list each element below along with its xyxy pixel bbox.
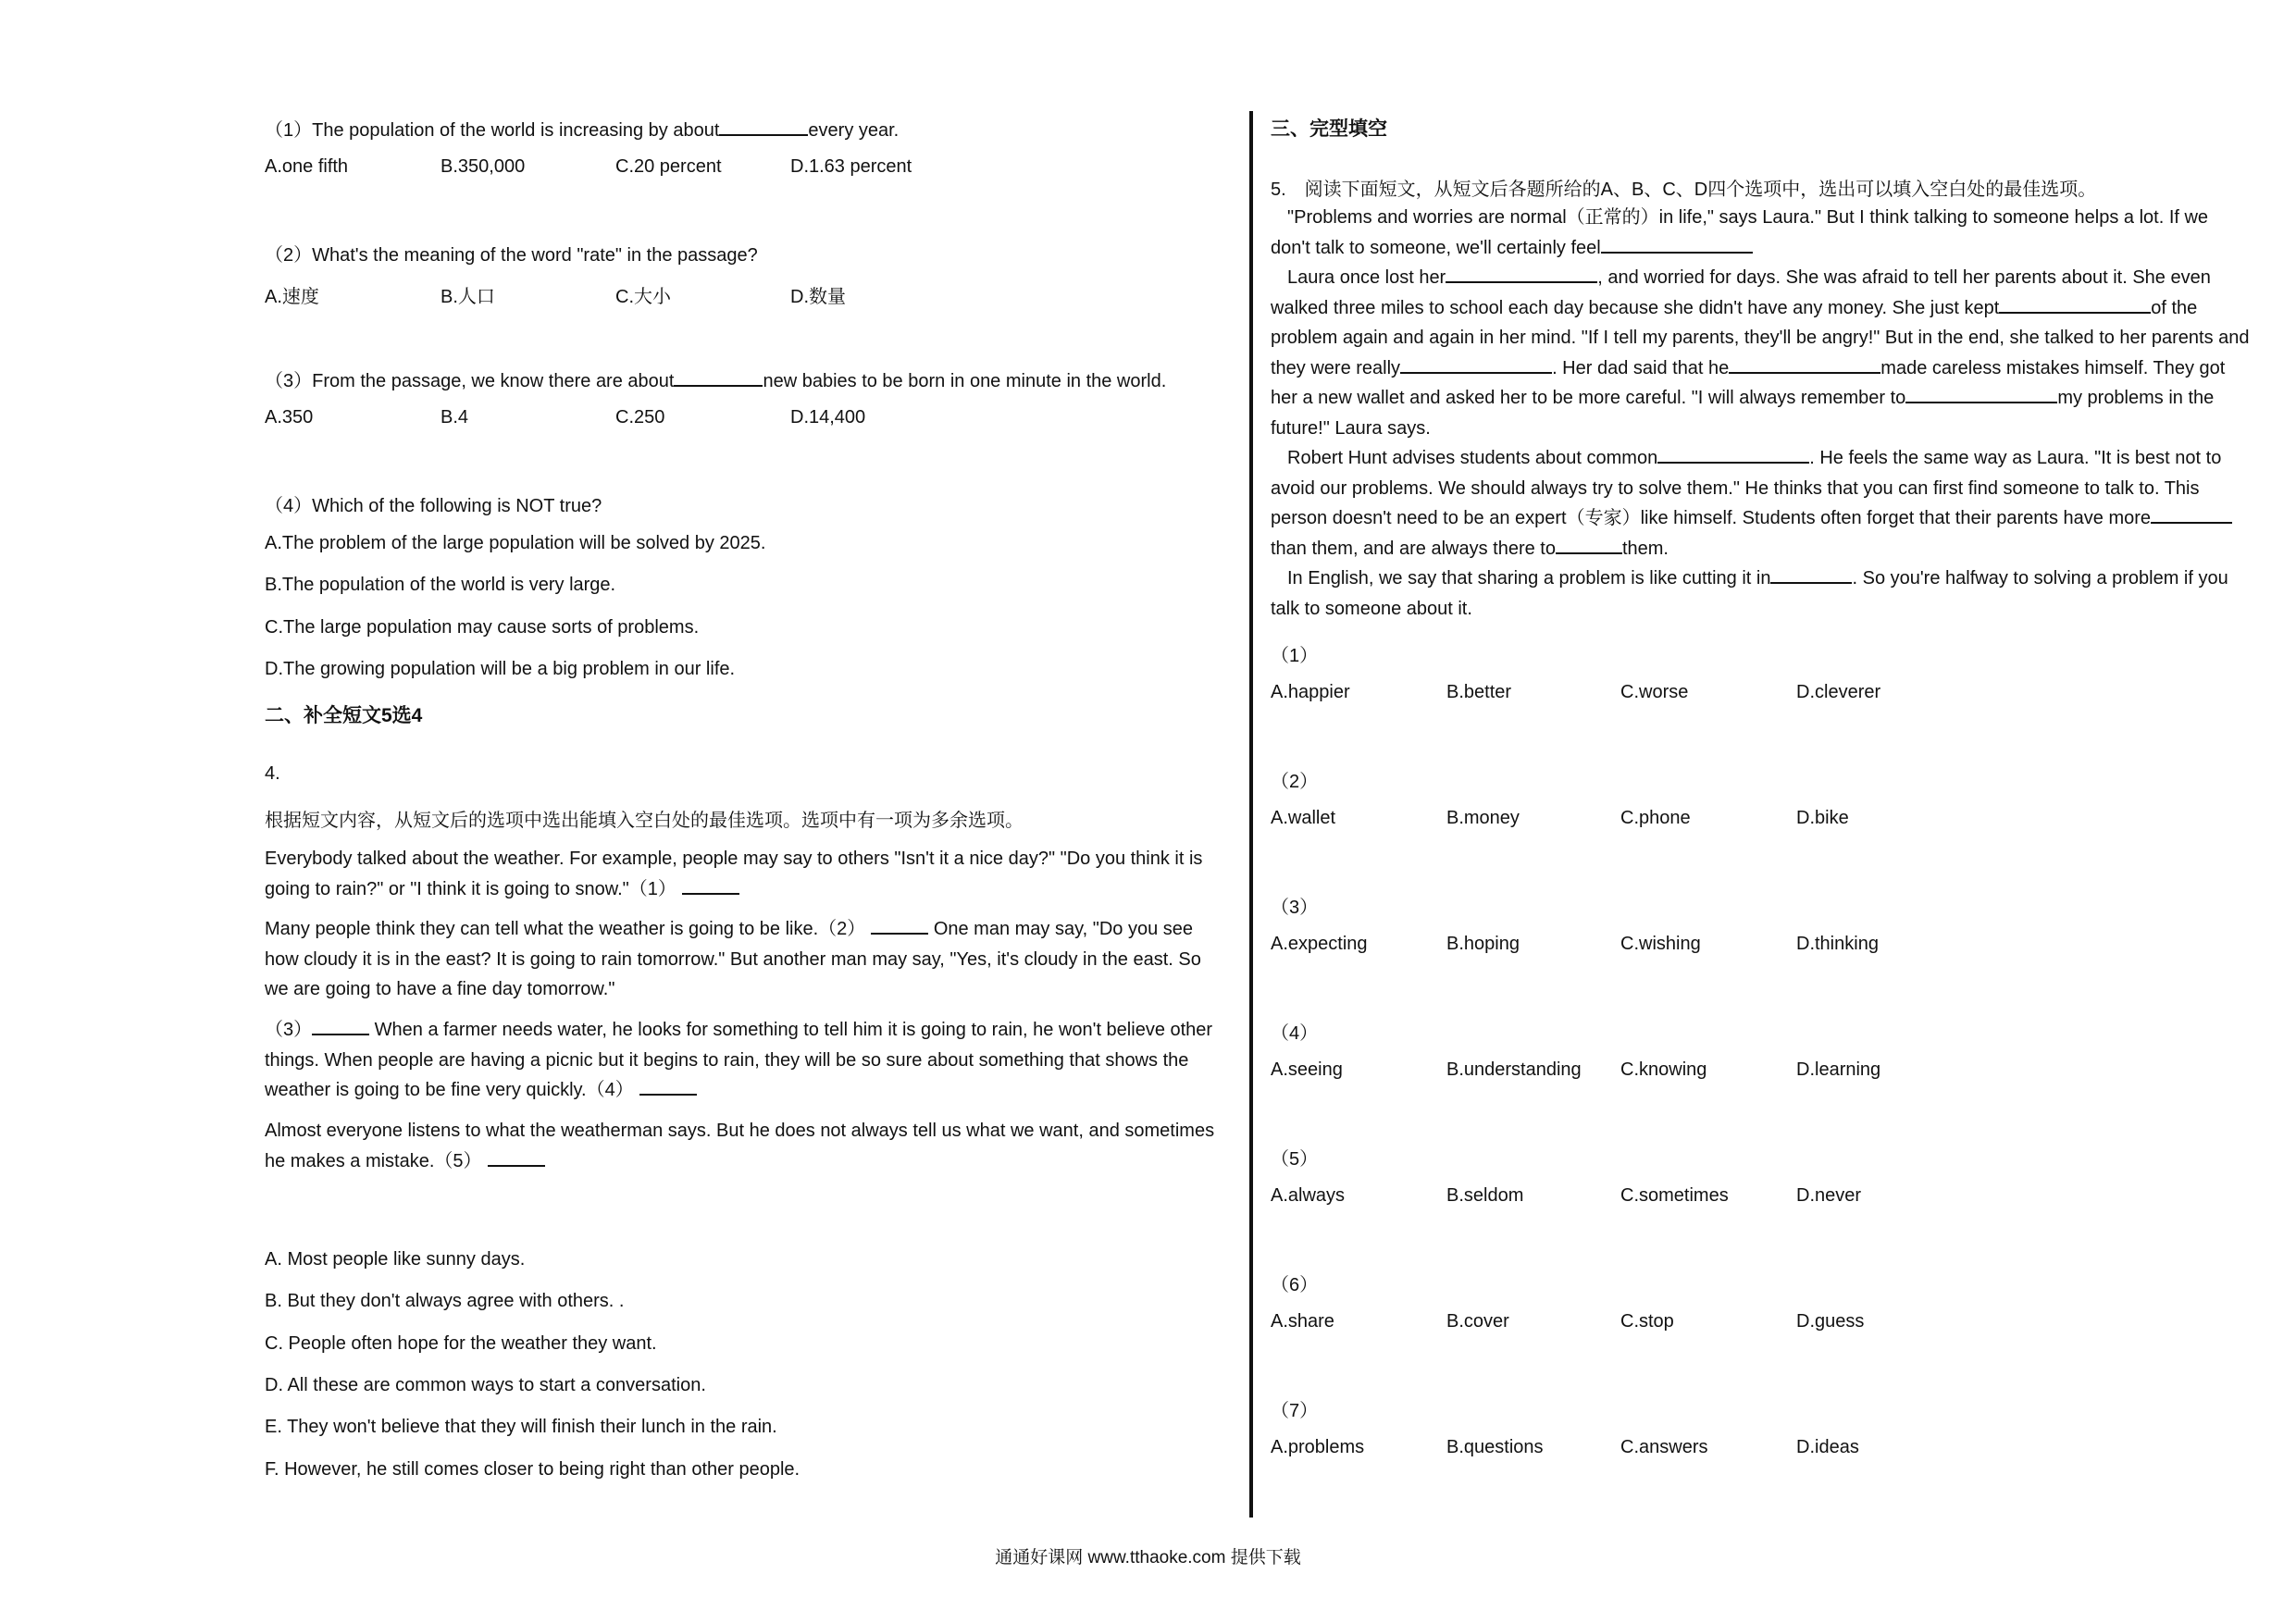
question-1-stem-pre: （1）The population of the world is increasing by about (265, 120, 720, 141)
passage-paragraph-3 (265, 1015, 1227, 1106)
cloze-question-number: （7） (1271, 1401, 1319, 1421)
cloze-text-8: Robert Hunt advises students about common (1287, 448, 1658, 468)
cloze-text-1: "Problems and worries are normal（正常的）in life," says Laura." But I think talking to someone helps a lot. If we don't talk to someone, we'll certainly feel (1271, 207, 2209, 258)
cloze-text-2: Laura once lost her (1287, 267, 1446, 288)
cloze-paragraph-4 (1271, 564, 2252, 624)
cloze-blank-10 (1770, 565, 1852, 584)
blank-5 (488, 1148, 545, 1167)
cloze-blank-2 (1446, 265, 1597, 283)
question-3-stem-pre: （3）From the passage, we know there are about (265, 371, 675, 391)
blank-4 (639, 1077, 697, 1096)
cloze-blank-7 (1657, 445, 1809, 464)
cloze-blank-4 (1400, 355, 1552, 374)
cloze-text-12: In English, we say that sharing a problem is like cutting it in (1287, 568, 1771, 588)
cloze-option: C.answers (1620, 1437, 1708, 1457)
choice-a: A. Most people like sunny days. (265, 1249, 526, 1270)
question-4-option-d: D.The growing population will be a big problem in our life. (265, 659, 736, 679)
cloze-text-7: my problems in the future!" Laura says. (1271, 388, 2215, 439)
cloze-option: B.questions (1446, 1437, 1544, 1457)
question-3-option-d: D.14,400 (790, 407, 866, 427)
cloze-paragraph-2 (1271, 263, 2252, 443)
blank-2 (871, 916, 928, 935)
passage-paragraph-1-text: Everybody talked about the weather. For example, people may say to others "Isn't it a nice day?" "Do you think it is going to rain?" or "I think it is going to snow."（1） (265, 849, 1203, 899)
section-3-heading: 三、完型填空 (1271, 118, 1387, 140)
section-2-instruction: 根据短文内容，从短文后的选项中选出能填入空白处的最佳选项。选项中有一项为多余选项。 (265, 811, 1024, 831)
cloze-question-number: （1） (1271, 646, 1319, 666)
question-2-option-a: A.速度 (265, 287, 319, 307)
question-1-option-c: C.20 percent (615, 156, 722, 177)
cloze-option: D.never (1796, 1185, 1862, 1206)
cloze-option: A.happier (1271, 682, 1350, 702)
passage-paragraph-4 (265, 1116, 1227, 1176)
question-4-option-c: C.The large population may cause sorts of problems. (265, 617, 700, 638)
cloze-text-6: made careless mistakes himself. They got her a new wallet and asked her to be more careful. "I will always remember to (1271, 357, 2226, 408)
question-1-option-a: A.one fifth (265, 156, 349, 177)
cloze-option: C.worse (1620, 682, 1689, 702)
choice-c: C. People often hope for the weather they want. (265, 1333, 657, 1354)
cloze-option: C.stop (1620, 1311, 1674, 1332)
question-4-option-a: A.The problem of the large population will be solved by 2025. (265, 533, 766, 553)
passage-paragraph-1 (265, 844, 1227, 904)
blank-1 (682, 876, 739, 895)
cloze-text-13: . So you're halfway to solving a problem if you talk to someone about it. (1271, 568, 2228, 619)
cloze-option: D.bike (1796, 808, 1849, 828)
cloze-option: D.learning (1796, 1059, 1881, 1080)
question-1-option-d: D.1.63 percent (790, 156, 912, 177)
cloze-option: B.better (1446, 682, 1512, 702)
cloze-paragraph-3 (1271, 443, 2252, 564)
cloze-option: B.cover (1446, 1311, 1509, 1332)
section-3-instruction: 5. 阅读下面短文，从短文后各题所给的A、B、C、D四个选项中，选出可以填入空白处的最佳选项。 (1271, 180, 2097, 200)
cloze-paragraph-1 (1271, 203, 2252, 263)
cloze-option: C.wishing (1620, 934, 1701, 954)
question-4-option-b: B.The population of the world is very large. (265, 575, 616, 595)
question-2-option-d: D.数量 (790, 287, 846, 307)
cloze-text-3: , and worried for days. She was afraid to tell her parents about it. She even walked three miles to school each day because she didn't have any money. She just kept (1271, 267, 2211, 318)
cloze-option: B.seldom (1446, 1185, 1524, 1206)
cloze-option: B.understanding (1446, 1059, 1582, 1080)
cloze-question-number: （5） (1271, 1149, 1319, 1170)
cloze-blank-1 (1601, 235, 1753, 254)
column-divider (1249, 111, 1253, 1518)
question-2-option-b: B.人口 (441, 287, 495, 307)
cloze-blank-6 (1905, 385, 2057, 403)
cloze-option: A.problems (1271, 1437, 1365, 1457)
choice-e: E. They won't believe that they will finish their lunch in the rain. (265, 1417, 777, 1437)
passage-paragraph-3-post: When a farmer needs water, he looks for something to tell him it is going to rain, he won't believe other things. When people are having a picnic but it begins to rain, they will be so sure about something that shows the weather is going to be fine very quickly.（4） (265, 1020, 1213, 1100)
cloze-option: D.thinking (1796, 934, 1879, 954)
question-1-stem-post: every year. (808, 120, 900, 141)
passage-paragraph-3-pre: （3） (265, 1020, 313, 1040)
cloze-blank-5 (1729, 355, 1880, 374)
cloze-question-number: （3） (1271, 898, 1319, 918)
choice-d: D. All these are common ways to start a conversation. (265, 1375, 706, 1395)
cloze-option: D.cleverer (1796, 682, 1881, 702)
cloze-text-10: than them, and are always there to (1271, 538, 1556, 559)
cloze-question-number: （6） (1271, 1275, 1319, 1295)
cloze-blank-8 (2151, 505, 2232, 524)
cloze-option: D.ideas (1796, 1437, 1859, 1457)
question-1-blank (719, 118, 808, 136)
question-3-option-b: B.4 (441, 407, 469, 427)
cloze-option: B.hoping (1446, 934, 1520, 954)
question-1-option-b: B.350,000 (441, 156, 526, 177)
question-3-blank (674, 368, 763, 387)
page-footer: 通通好课网 www.tthaoke.com 提供下载 (995, 1548, 1301, 1567)
question-3-stem (265, 365, 1166, 392)
cloze-text-5: . Her dad said that he (1552, 357, 1730, 378)
cloze-option: A.wallet (1271, 808, 1336, 828)
cloze-blank-9 (1556, 536, 1622, 554)
cloze-option: C.knowing (1620, 1059, 1707, 1080)
passage-paragraph-4-text: Almost everyone listens to what the weatherman says. But he does not always tell us what we want, and sometimes he makes a mistake.（5） (265, 1121, 1215, 1171)
passage-paragraph-2 (265, 914, 1227, 1005)
question-2-option-c: C.大小 (615, 287, 671, 307)
question-4-stem: （4）Which of the following is NOT true? (265, 496, 602, 516)
section-2-heading: 二、补全短文5选4 (265, 705, 423, 726)
question-1-stem (265, 115, 899, 142)
cloze-option: A.share (1271, 1311, 1334, 1332)
cloze-option: A.expecting (1271, 934, 1368, 954)
cloze-option: C.sometimes (1620, 1185, 1729, 1206)
cloze-option: D.guess (1796, 1311, 1865, 1332)
blank-3 (312, 1017, 369, 1035)
question-2-stem: （2）What's the meaning of the word "rate" in the passage? (265, 245, 758, 266)
cloze-text-9: . He feels the same way as Laura. "It is best not to avoid our problems. We should always try to solve them." He thinks that you can first find someone to talk to. This person doesn't need to be an expert（专家）like himself. Students often forget that their parents have more (1271, 448, 2222, 528)
cloze-text-11: them. (1621, 538, 1669, 559)
choice-b: B. But they don't always agree with others. . (265, 1291, 625, 1311)
cloze-option: A.seeing (1271, 1059, 1343, 1080)
question-3-option-a: A.350 (265, 407, 314, 427)
choice-f: F. However, he still comes closer to being right than other people. (265, 1459, 800, 1480)
cloze-option: C.phone (1620, 808, 1691, 828)
cloze-question-number: （2） (1271, 772, 1319, 792)
cloze-question-number: （4） (1271, 1023, 1319, 1044)
passage-paragraph-2-post: One man may say, "Do you see how cloudy it is in the east? It is going to rain tomorrow." But another man may say, "Yes, it's cloudy in the east. So we are going to have a fine day tomorrow." (265, 919, 1201, 999)
cloze-option: A.always (1271, 1185, 1346, 1206)
question-3-option-c: C.250 (615, 407, 665, 427)
question-3-stem-post: new babies to be born in one minute in the world. (763, 371, 1167, 391)
cloze-text-4: of the problem again and again in her mind. "If I tell my parents, they'll be angry!" But in the end, she talked to her parents and they were really (1271, 297, 2250, 378)
cloze-option: B.money (1446, 808, 1520, 828)
question-number-4: 4. (265, 763, 280, 784)
passage-paragraph-2-pre: Many people think they can tell what the weather is going to be like.（2） (265, 919, 866, 939)
cloze-blank-3 (1999, 295, 2151, 314)
